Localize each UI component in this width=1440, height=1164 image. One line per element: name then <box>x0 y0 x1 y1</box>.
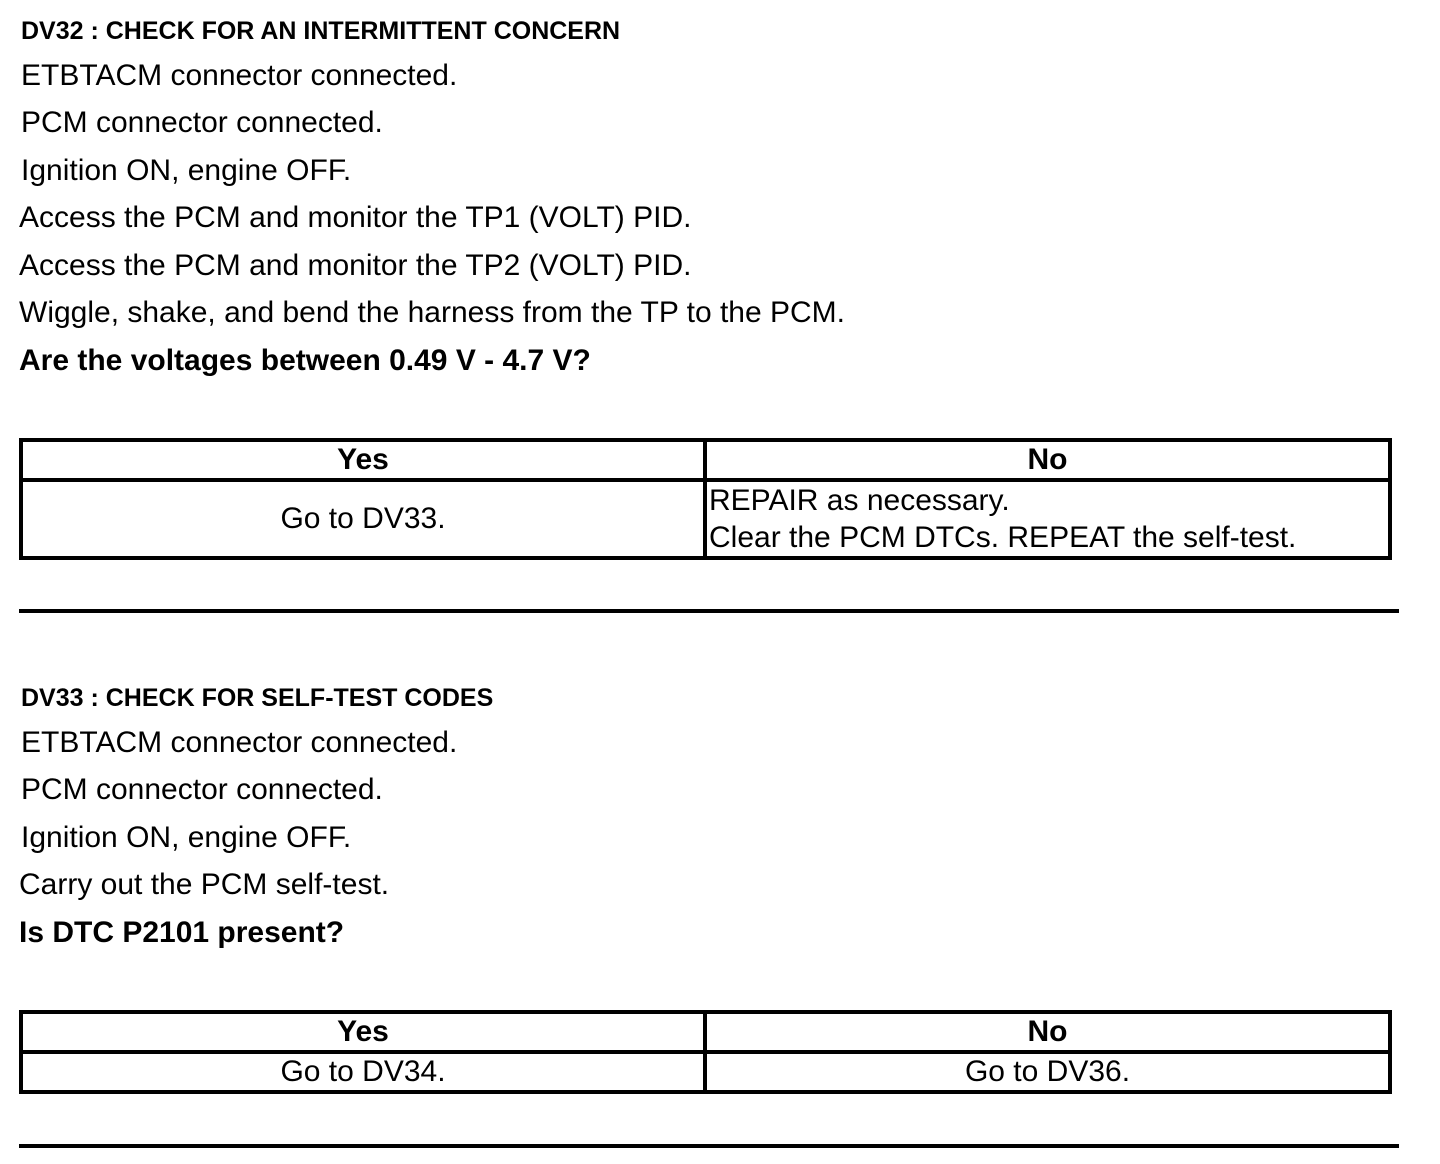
dv32-step-3: Ignition ON, engine OFF. <box>21 154 352 187</box>
dv32-step-6: Wiggle, shake, and bend the harness from the TP to the PCM. <box>19 296 846 329</box>
dv33-question: Is DTC P2101 present? <box>19 916 345 949</box>
dv32-step-4: Access the PCM and monitor the TP1 (VOLT) PID. <box>19 201 692 234</box>
dv33-step-2: PCM connector connected. <box>21 773 383 806</box>
dv32-result-table <box>19 438 1392 560</box>
dv33-no-cell: Go to DV36. <box>705 1052 1390 1092</box>
dv32-no-line-2: Clear the PCM DTCs. REPEAT the self-test. <box>709 521 1297 554</box>
dv32-yes-cell: Go to DV33. <box>21 480 705 558</box>
dv33-no-header: No <box>705 1012 1390 1052</box>
dv32-step-5: Access the PCM and monitor the TP2 (VOLT) PID. <box>19 249 692 282</box>
dv33-title: DV33 : CHECK FOR SELF-TEST CODES <box>21 684 494 712</box>
dv32-question: Are the voltages between 0.49 V - 4.7 V? <box>19 344 591 377</box>
dv33-result-table <box>19 1010 1392 1094</box>
section-divider-bottom <box>19 1144 1399 1148</box>
dv32-no-line-1: REPAIR as necessary. <box>709 484 1010 517</box>
section-divider <box>19 609 1399 613</box>
dv33-step-4: Carry out the PCM self-test. <box>19 868 390 901</box>
dv32-step-2: PCM connector connected. <box>21 106 383 139</box>
dv33-yes-cell: Go to DV34. <box>21 1052 705 1092</box>
dv32-yes-header: Yes <box>21 440 705 480</box>
dv33-step-3: Ignition ON, engine OFF. <box>21 821 352 854</box>
dv32-title: DV32 : CHECK FOR AN INTERMITTENT CONCERN <box>21 17 621 45</box>
dv32-no-cell <box>705 480 1390 558</box>
dv32-no-header: No <box>705 440 1390 480</box>
dv33-step-1: ETBTACM connector connected. <box>21 726 458 759</box>
dv32-step-1: ETBTACM connector connected. <box>21 59 458 92</box>
dv33-yes-header: Yes <box>21 1012 705 1052</box>
